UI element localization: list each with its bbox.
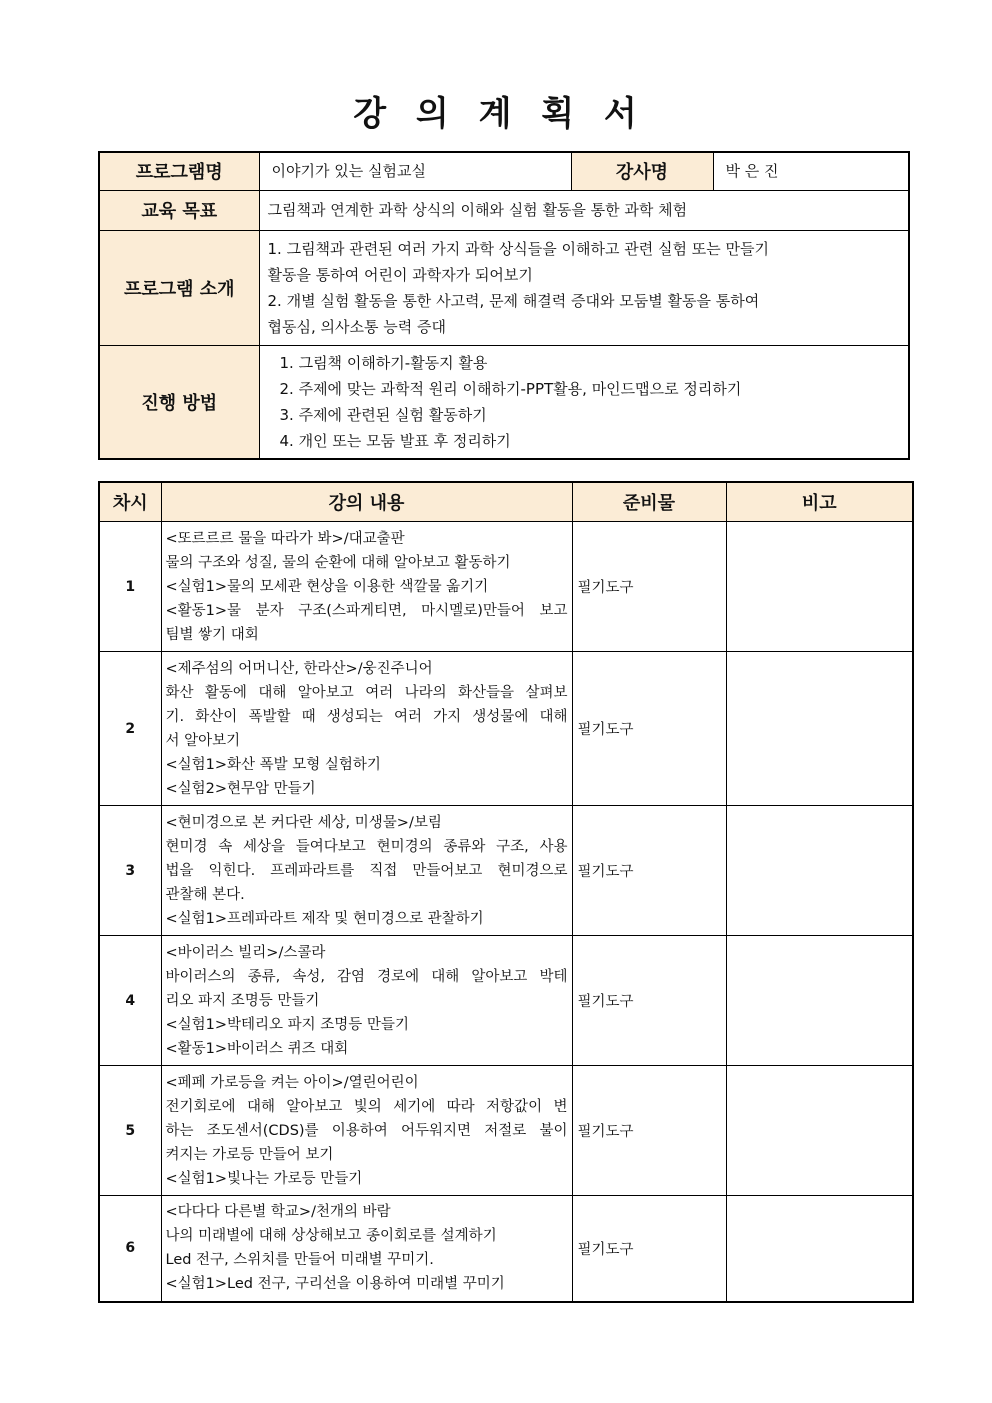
materials-cell: 필기도구: [572, 936, 726, 1066]
table-row: [99, 1066, 913, 1196]
session-number: 4: [99, 936, 161, 1066]
content-line: 켜지는 가로등 만들어 보기: [165, 1146, 334, 1163]
lesson-table-header: [99, 482, 913, 522]
content-line: 기. 화산이 폭발할 때 생성되는 여러 가지 생성물에 대해: [165, 708, 568, 725]
header-notes: 비고: [726, 482, 913, 522]
intro-row: [99, 230, 909, 345]
goal-label: 교육 목표: [99, 190, 259, 230]
goal-row: [99, 190, 909, 230]
content-line: <실험1>Led 전구, 구리선을 이용하여 미래별 꾸미기: [165, 1276, 505, 1293]
content-line: <실험1>화산 폭발 모형 실험하기: [165, 756, 381, 773]
content-line: 물의 구조와 성질, 물의 순환에 대해 알아보고 활동하기: [165, 554, 511, 571]
content-line: <바이러스 빌리>/스콜라: [165, 944, 326, 961]
content-line: 팀별 쌓기 대회: [165, 626, 259, 643]
materials-cell: 필기도구: [572, 806, 726, 936]
document-title: 강 의 계 획 서: [353, 94, 639, 134]
header-content: 강의 내용: [161, 482, 572, 522]
table-row: [99, 522, 913, 652]
content-line: <실험1>프레파라트 제작 및 현미경으로 관찰하기: [165, 910, 484, 927]
lesson-table: [98, 481, 914, 1303]
materials-cell: 필기도구: [572, 1066, 726, 1196]
notes-cell: [726, 806, 913, 936]
intro-value: [259, 230, 909, 345]
notes-cell: [726, 652, 913, 806]
goal-value: 그림책과 연계한 과학 상식의 이해와 실험 활동을 통한 과학 체험: [259, 190, 909, 230]
content-line: 화산 활동에 대해 알아보고 여러 나라의 화산들을 살펴보: [165, 684, 568, 701]
table-row: [99, 652, 913, 806]
lesson-content: [161, 652, 572, 806]
lesson-content: [161, 936, 572, 1066]
session-number: 1: [99, 522, 161, 652]
table-row: [99, 806, 913, 936]
content-line: 관찰해 본다.: [165, 886, 245, 903]
lesson-content: [161, 1066, 572, 1196]
intro-line: 활동을 통하여 어린이 과학자가 되어보기: [267, 265, 533, 284]
intro-line: 1. 그림책과 관련된 여러 가지 과학 상식들을 이해하고 관련 실험 또는 만들기: [267, 239, 769, 258]
materials-cell: 필기도구: [572, 652, 726, 806]
content-line: <제주섬의 어머니산, 한라산>/웅진주니어: [165, 660, 433, 677]
program-row: [99, 152, 909, 190]
method-label: 진행 방법: [99, 345, 259, 459]
content-line: <다다다 다른별 학교>/천개의 바람: [165, 1204, 391, 1221]
lesson-content: [161, 522, 572, 652]
content-line: 하는 조도센서(CDS)를 이용하여 어두워지면 저절로 불이: [165, 1122, 568, 1139]
method-line: 3. 주제에 관련된 실험 활동하기: [279, 405, 487, 424]
instructor-label: 강사명: [571, 152, 713, 190]
notes-cell: [726, 1066, 913, 1196]
method-row: [99, 345, 909, 459]
program-name-label: 프로그램명: [99, 152, 259, 190]
notes-cell: [726, 1196, 913, 1302]
materials-cell: 필기도구: [572, 1196, 726, 1302]
content-line: 나의 미래별에 대해 상상해보고 종이회로를 설계하기: [165, 1228, 497, 1245]
content-line: 법을 익힌다. 프레파라트를 직접 만들어보고 현미경으로: [165, 862, 568, 879]
session-number: 2: [99, 652, 161, 806]
instructor-value: 박 은 진: [713, 152, 909, 190]
lesson-content: [161, 1196, 572, 1302]
method-line: 2. 주제에 맞는 과학적 원리 이해하기-PPT활용, 마인드맵으로 정리하기: [279, 379, 742, 398]
intro-label: 프로그램 소개: [99, 230, 259, 345]
intro-line: 2. 개별 실험 활동을 통한 사고력, 문제 해결력 증대와 모둠별 활동을 통하여: [267, 291, 760, 310]
program-info-table: [98, 151, 910, 460]
content-line: <실험2>현무암 만들기: [165, 780, 316, 797]
header-materials: 준비물: [572, 482, 726, 522]
method-line: 1. 그림책 이해하기-활동지 활용: [279, 353, 488, 372]
lesson-content: [161, 806, 572, 936]
materials-cell: 필기도구: [572, 522, 726, 652]
program-name-value: 이야기가 있는 실험교실: [259, 152, 571, 190]
intro-line: 협동심, 의사소통 능력 증대: [267, 317, 446, 336]
content-line: 서 알아보기: [165, 732, 241, 749]
content-line: 현미경 속 세상을 들여다보고 현미경의 종류와 구조, 사용: [165, 838, 568, 855]
content-line: <활동1>바이러스 퀴즈 대회: [165, 1040, 349, 1057]
content-line: <현미경으로 본 커다란 세상, 미생물>/보림: [165, 814, 442, 831]
notes-cell: [726, 522, 913, 652]
session-number: 6: [99, 1196, 161, 1302]
notes-cell: [726, 936, 913, 1066]
content-line: <활동1>물 분자 구조(스파게티면, 마시멜로)만들어 보고: [165, 602, 568, 619]
content-line: <실험1>박테리오 파지 조명등 만들기: [165, 1016, 409, 1033]
content-line: <또르르르 물을 따라가 봐>/대교출판: [165, 530, 405, 547]
header-session: 차시: [99, 482, 161, 522]
method-value: [259, 345, 909, 459]
session-number: 5: [99, 1066, 161, 1196]
content-line: <페페 가로등을 켜는 아이>/열린어린이: [165, 1074, 419, 1091]
content-line: 전기회로에 대해 알아보고 빛의 세기에 따라 저항값이 변: [165, 1098, 568, 1115]
content-line: 바이러스의 종류, 속성, 감염 경로에 대해 알아보고 박테: [165, 968, 568, 985]
table-row: [99, 936, 913, 1066]
session-number: 3: [99, 806, 161, 936]
content-line: Led 전구, 스위치를 만들어 미래별 꾸미기.: [165, 1252, 434, 1269]
method-line: 4. 개인 또는 모둠 발표 후 정리하기: [279, 431, 511, 450]
table-row: [99, 1196, 913, 1302]
content-line: <실험1>빛나는 가로등 만들기: [165, 1170, 363, 1187]
content-line: 리오 파지 조명등 만들기: [165, 992, 320, 1009]
content-line: <실험1>물의 모세관 현상을 이용한 색깔물 옮기기: [165, 578, 489, 595]
